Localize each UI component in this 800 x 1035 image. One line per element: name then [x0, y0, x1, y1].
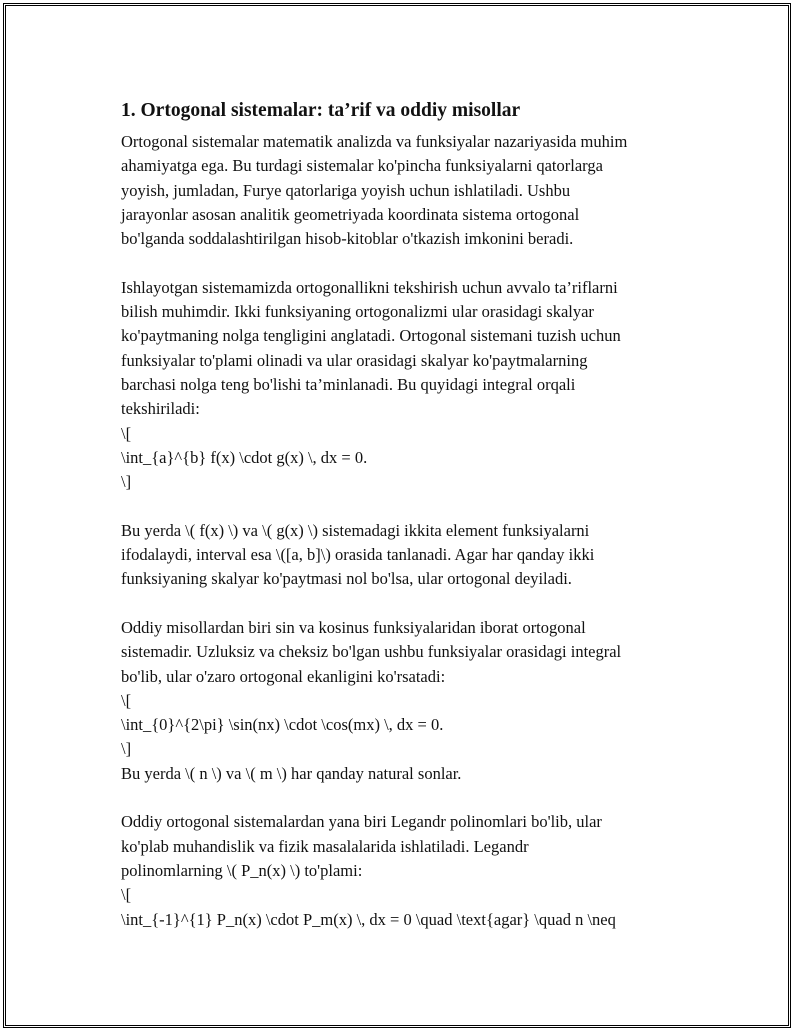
text-line: \[: [121, 690, 132, 710]
text-line: ahamiyatga ega. Bu turdagi sistemalar ko'pincha funksiyalarni qatorlarga: [121, 156, 603, 176]
text-line: \int_{0}^{2\pi} \sin(nx) \cdot \cos(mx) \, dx = 0.: [121, 715, 444, 735]
paragraph: [121, 616, 701, 786]
paragraph: [121, 519, 701, 592]
text-line: jarayonlar asosan analitik geometriyada koordinata sistema ortogonal: [121, 204, 580, 224]
paragraph: [121, 810, 701, 931]
text-line: \int_{a}^{b} f(x) \cdot g(x) \, dx = 0.: [121, 447, 368, 467]
text-line: ko'plab muhandislik va fizik masalalarida ishlatiladi. Legandr: [121, 836, 529, 856]
text-line: \[: [121, 423, 132, 443]
section-heading: 1. Ortogonal sistemalar: ta’rif va oddiy misollar: [121, 100, 521, 121]
text-line: barchasi nolga teng bo'lishi ta’minlanadi. Bu quyidagi integral orqali: [121, 374, 576, 394]
document-body: [121, 98, 701, 956]
text-line: \]: [121, 472, 132, 492]
text-line: sistemadir. Uzluksiz va cheksiz bo'lgan ushbu funksiyalar orasidagi integral: [121, 642, 622, 662]
page-frame: [3, 3, 791, 1028]
text-line: bilish muhimdir. Ikki funksiyaning ortogonalizmi ular orasidagi skalyar: [121, 302, 594, 322]
paragraph: [121, 130, 701, 251]
text-line: \[: [121, 885, 132, 905]
text-line: Ishlayotgan sistemamizda ortogonallikni tekshirish uchun avvalo ta’riflarni: [121, 277, 618, 297]
text-line: Bu yerda \( n \) va \( m \) har qanday natural sonlar.: [121, 763, 462, 783]
text-line: bo'lib, ular o'zaro ortogonal ekanligini ko'rsatadi:: [121, 666, 446, 686]
text-line: Bu yerda \( f(x) \) va \( g(x) \) sistemadagi ikkita element funksiyalarni: [121, 520, 590, 540]
text-line: yoyish, jumladan, Furye qatorlariga yoyish uchun ishlatiladi. Ushbu: [121, 180, 571, 200]
paragraph: [121, 276, 701, 495]
text-line: \int_{-1}^{1} P_n(x) \cdot P_m(x) \, dx = 0 \quad \text{agar} \quad n \neq: [121, 909, 616, 929]
text-line: Ortogonal sistemalar matematik analizda va funksiyalar nazariyasida muhim: [121, 132, 628, 151]
text-line: polinomlarning \( P_n(x) \) to'plami:: [121, 860, 363, 880]
text-line: ifodalaydi, interval esa \([a, b]\) orasida tanlanadi. Agar har qanday ikki: [121, 545, 595, 565]
text-line: tekshiriladi:: [121, 399, 200, 419]
text-line: funksiyalar to'plami olinadi va ular orasidagi skalyar ko'paytmalarning: [121, 350, 588, 370]
paragraphs: [121, 130, 701, 932]
text-line: Oddiy ortogonal sistemalardan yana biri Legandr polinomlari bo'lib, ular: [121, 812, 602, 832]
text-line: Oddiy misollardan biri sin va kosinus funksiyalaridan iborat ortogonal: [121, 617, 586, 637]
text-line: funksiyaning skalyar ko'paytmasi nol bo'lsa, ular ortogonal deyiladi.: [121, 569, 572, 589]
text-line: bo'lganda soddalashtirilgan hisob-kitoblar o'tkazish imkonini beradi.: [121, 229, 574, 249]
text-line: \]: [121, 739, 132, 759]
text-line: ko'paytmaning nolga tengligini anglatadi. Ortogonal sistemani tuzish uchun: [121, 326, 621, 346]
